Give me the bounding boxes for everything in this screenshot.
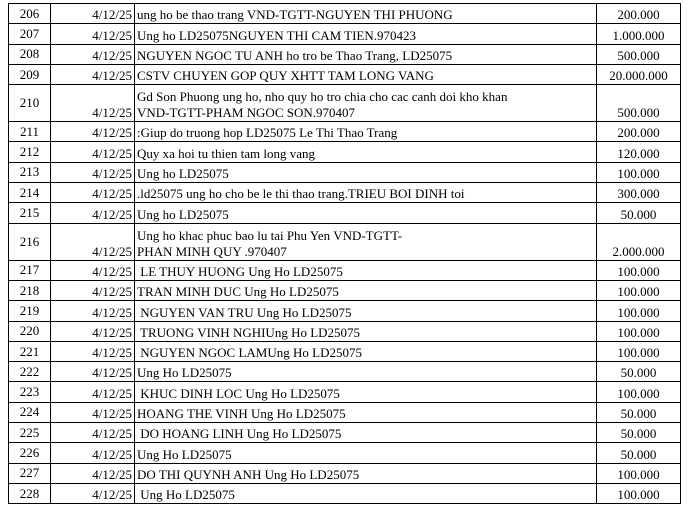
row-number-cell: 215: [9, 203, 51, 223]
description-line: Ung ho LD25075: [137, 206, 229, 222]
amount-cell: 50.000: [597, 402, 681, 422]
row-number-cell: 218: [9, 280, 51, 300]
date-cell: 4/12/25: [51, 24, 135, 44]
row-number-cell: 214: [9, 183, 51, 203]
description-line: Ung ho LD25075: [137, 166, 229, 182]
description-cell: [135, 24, 597, 44]
description-line: Ung ho khac phuc bao lu tai Phu Yen VND-TGTT-: [137, 227, 403, 243]
description-line: Quy xa hoi tu thien tam long vang: [137, 145, 316, 161]
row-number-cell: 217: [9, 260, 51, 280]
date-cell: 4/12/25: [51, 341, 135, 361]
amount-cell: 100.000: [597, 260, 681, 280]
description-line: KHUC DINH LOC Ung Ho LD25075: [137, 385, 340, 401]
row-number-cell: 227: [9, 463, 51, 483]
row-number-cell: 209: [9, 64, 51, 84]
amount-cell: 100.000: [597, 483, 681, 503]
amount-cell: 50.000: [597, 203, 681, 223]
date-cell: 4/12/25: [51, 44, 135, 64]
date-cell: 4/12/25: [51, 4, 135, 24]
table-row: [9, 44, 681, 64]
row-number-cell: 211: [9, 122, 51, 142]
description-cell: [135, 4, 597, 24]
row-number-cell: 224: [9, 402, 51, 422]
amount-cell: 50.000: [597, 423, 681, 443]
description-cell: [135, 223, 597, 260]
table-row: [9, 4, 681, 24]
date-cell: 4/12/25: [51, 321, 135, 341]
date-cell: 4/12/25: [51, 142, 135, 162]
description-line: DO THI QUYNH ANH Ung Ho LD25075: [137, 466, 360, 482]
description-line: NGUYEN NGOC TU ANH ho tro be Thao Trang, LD25075: [137, 47, 453, 63]
description-line: :Giup do truong hop LD25075 Le Thi Thao Trang: [137, 125, 398, 141]
amount-cell: 2.000.000: [597, 223, 681, 260]
description-cell: [135, 44, 597, 64]
date-cell: 4/12/25: [51, 423, 135, 443]
description-line: NGUYEN NGOC LAMUng Ho LD25075: [137, 345, 362, 361]
row-number-cell: 208: [9, 44, 51, 64]
table-row: [9, 280, 681, 300]
row-number-cell: 225: [9, 423, 51, 443]
date-cell: 4/12/25: [51, 260, 135, 280]
table-row: [9, 142, 681, 162]
table-row: [9, 301, 681, 321]
row-number-cell: 213: [9, 162, 51, 182]
table-row: [9, 402, 681, 422]
description-line: CSTV CHUYEN GOP QUY XHTT TAM LONG VANG: [137, 68, 434, 84]
table-row: [9, 443, 681, 463]
description-line: Ung Ho LD25075: [137, 446, 232, 462]
table-row: [9, 183, 681, 203]
table-row: [9, 321, 681, 341]
description-cell: [135, 321, 597, 341]
description-line: NGUYEN VAN TRU Ung Ho LD25075: [137, 304, 352, 320]
row-number-cell: 221: [9, 341, 51, 361]
amount-cell: 500.000: [597, 85, 681, 122]
table-row: [9, 463, 681, 483]
amount-cell: 100.000: [597, 301, 681, 321]
description-line: Gd Son Phuong ung ho, nho quy ho tro chia cho cac canh doi kho khan: [137, 89, 508, 105]
date-cell: 4/12/25: [51, 362, 135, 382]
amount-cell: 200.000: [597, 122, 681, 142]
description-line: TRUONG VINH NGHIUng Ho LD25075: [137, 324, 361, 340]
description-cell: [135, 362, 597, 382]
row-number-cell: 226: [9, 443, 51, 463]
amount-cell: 50.000: [597, 362, 681, 382]
description-cell: [135, 260, 597, 280]
description-line: Ung ho LD25075NGUYEN THI CAM TIEN.970423: [137, 27, 417, 43]
date-cell: 4/12/25: [51, 64, 135, 84]
description-cell: [135, 142, 597, 162]
row-number-cell: 212: [9, 142, 51, 162]
date-cell: 4/12/25: [51, 463, 135, 483]
table-row: [9, 24, 681, 44]
table-row: [9, 362, 681, 382]
table-row: [9, 64, 681, 84]
donation-ledger-table: [8, 3, 681, 504]
table-row: [9, 483, 681, 503]
description-line: Ung Ho LD25075: [137, 365, 232, 381]
description-line: ung ho be thao trang VND-TGTT-NGUYEN THI PHUONG: [137, 7, 453, 23]
amount-cell: 500.000: [597, 44, 681, 64]
amount-cell: 50.000: [597, 443, 681, 463]
description-line: HOANG THE VINH Ung Ho LD25075: [137, 406, 346, 422]
date-cell: 4/12/25: [51, 301, 135, 321]
row-number-cell: 222: [9, 362, 51, 382]
description-cell: [135, 64, 597, 84]
date-cell: 4/12/25: [51, 85, 135, 122]
description-line: LE THUY HUONG Ung Ho LD25075: [137, 263, 343, 279]
table-row: [9, 260, 681, 280]
description-line: DO HOANG LINH Ung Ho LD25075: [137, 426, 342, 442]
description-cell: [135, 301, 597, 321]
description-cell: [135, 85, 597, 122]
description-cell: [135, 483, 597, 503]
description-line: Ung Ho LD25075: [137, 487, 235, 503]
date-cell: 4/12/25: [51, 223, 135, 260]
amount-cell: 100.000: [597, 280, 681, 300]
amount-cell: 100.000: [597, 463, 681, 483]
description-line: PHAN MINH QUY .970407: [137, 243, 287, 259]
row-number-cell: 228: [9, 483, 51, 503]
amount-cell: 20.000.000: [597, 64, 681, 84]
description-cell: [135, 280, 597, 300]
description-cell: [135, 162, 597, 182]
description-line: TRAN MINH DUC Ung Ho LD25075: [137, 284, 339, 300]
date-cell: 4/12/25: [51, 183, 135, 203]
description-cell: [135, 402, 597, 422]
row-number-cell: 216: [9, 223, 51, 260]
row-number-cell: 223: [9, 382, 51, 402]
row-number-cell: 207: [9, 24, 51, 44]
row-number-cell: 220: [9, 321, 51, 341]
table-row: [9, 85, 681, 122]
date-cell: 4/12/25: [51, 122, 135, 142]
amount-cell: 100.000: [597, 382, 681, 402]
date-cell: 4/12/25: [51, 382, 135, 402]
date-cell: 4/12/25: [51, 402, 135, 422]
amount-cell: 100.000: [597, 321, 681, 341]
date-cell: 4/12/25: [51, 483, 135, 503]
table-row: [9, 223, 681, 260]
description-cell: [135, 122, 597, 142]
row-number-cell: 219: [9, 301, 51, 321]
date-cell: 4/12/25: [51, 203, 135, 223]
description-cell: [135, 341, 597, 361]
description-cell: [135, 443, 597, 463]
date-cell: 4/12/25: [51, 280, 135, 300]
description-cell: [135, 382, 597, 402]
table-row: [9, 423, 681, 443]
row-number-cell: 210: [9, 85, 51, 122]
amount-cell: 300.000: [597, 183, 681, 203]
description-cell: [135, 463, 597, 483]
ledger-body: [9, 4, 681, 504]
date-cell: 4/12/25: [51, 162, 135, 182]
table-row: [9, 382, 681, 402]
amount-cell: 1.000.000: [597, 24, 681, 44]
table-row: [9, 203, 681, 223]
date-cell: 4/12/25: [51, 443, 135, 463]
amount-cell: 100.000: [597, 341, 681, 361]
description-line: VND-TGTT-PHAM NGOC SON.970407: [137, 105, 355, 121]
description-cell: [135, 183, 597, 203]
amount-cell: 120.000: [597, 142, 681, 162]
table-row: [9, 122, 681, 142]
description-line: .ld25075 ung ho cho be le thi thao trang.TRIEU BOI DINH toi: [137, 186, 465, 202]
amount-cell: 100.000: [597, 162, 681, 182]
description-cell: [135, 423, 597, 443]
row-number-cell: 206: [9, 4, 51, 24]
amount-cell: 200.000: [597, 4, 681, 24]
description-cell: [135, 203, 597, 223]
table-row: [9, 341, 681, 361]
table-row: [9, 162, 681, 182]
